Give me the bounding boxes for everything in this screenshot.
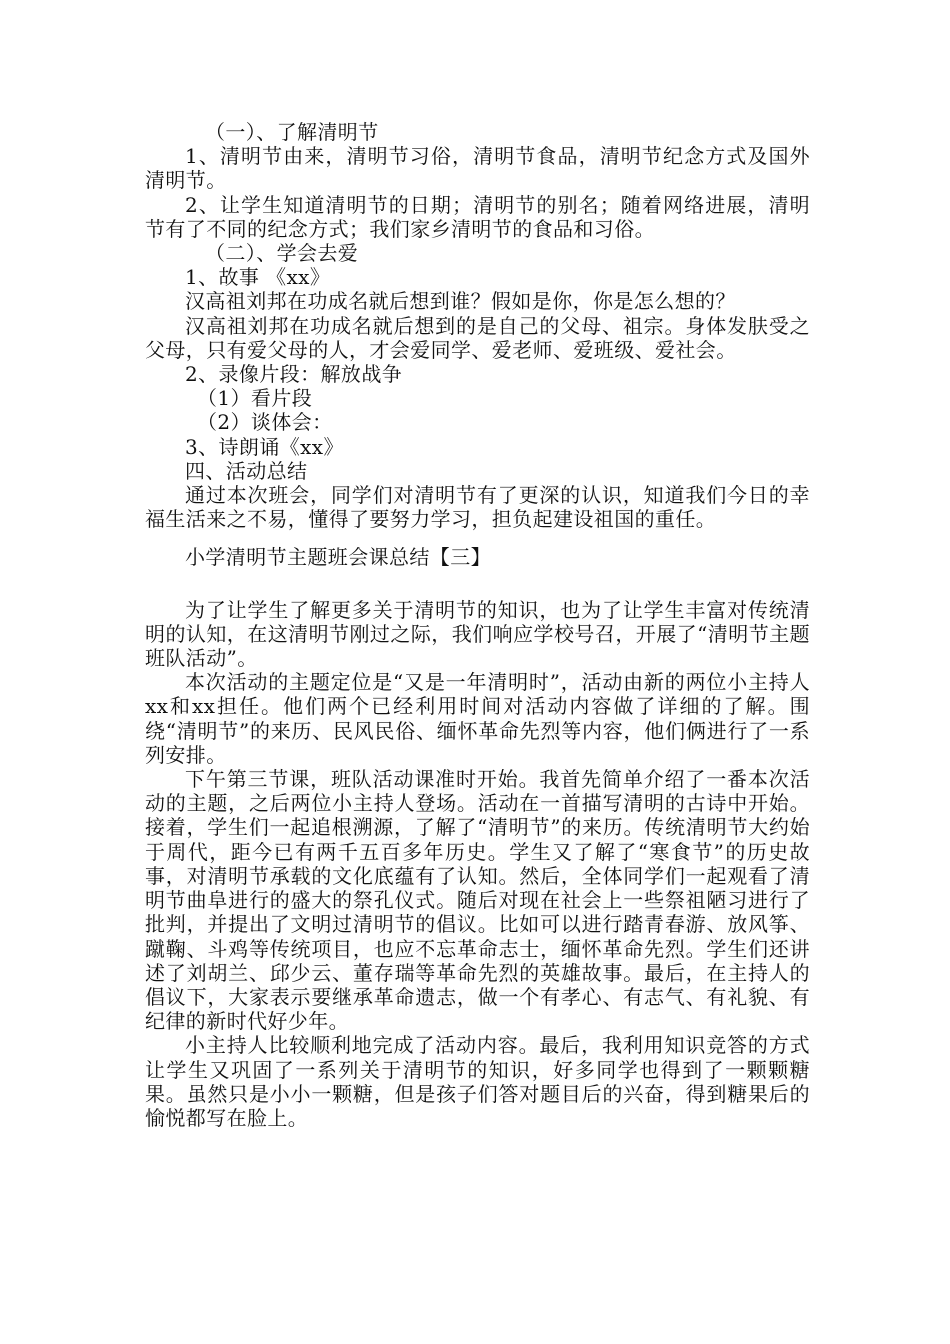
- paragraph-question: 汉高祖刘邦在功成名就后想到谁？假如是你，你是怎么想的？: [185, 289, 736, 314]
- section-heading-summary: 四、活动总结: [185, 458, 308, 483]
- section-heading-learn-to-love: （二）、学会去爱: [205, 241, 359, 266]
- section-heading-understand-qingming: （一）、了解清明节: [205, 120, 379, 144]
- paragraph-answer: 汉高祖刘邦在功成名就后想到的是自己的父母、祖宗。身体发肤受之父母，只有爱父母的人，才会爱同学、爱老师、爱班级、爱社会。: [145, 313, 810, 362]
- paragraph-conclusion: 小主持人比较顺利地完成了活动内容。最后，我利用知识竞答的方式让学生又巩固了一系列关于清明节的知识，好多同学也得到了一颗颗糖果。虽然只是小小一颗糖，但是孩子们答对题目后的兴奋，得到糖果后的愉悦都写在脸上。: [145, 1033, 810, 1130]
- paragraph-item-2: 2、让学生知道清明节的日期；清明节的别名；随着网络进展，清明节有了不同的纪念方式；我们家乡清明节的食品和习俗。: [145, 192, 810, 241]
- paragraph-video: 2、录像片段：解放战争: [185, 362, 403, 387]
- paragraph-intro: 为了让学生了解更多关于清明节的知识，也为了让学生丰富对传统清明的认知，在这清明节刚过之际，我们响应学校号召，开展了“清明节主题班队活动”。: [145, 597, 810, 671]
- paragraph-activity: 下午第三节课，班队活动课准时开始。我首先简单介绍了一番本次活动的主题，之后两位小主持人登场。活动在一首描写清明的古诗中开始。接着，学生们一起追根溯源，了解了“清明节”的来历。传统清明节大约始于周代，距今已有两千五百多年历史。学生又了解了“寒食节”的历史故事，对清明节承载的文化底蕴有了认知。然后，全体同学们一起观看了清明节曲阜进行的盛大的祭孔仪式。随后对现在社会上一些祭祖陋习进行了批判，并提出了文明过清明节的倡议。比如可以进行踏青春游、放风筝、蹴鞠、斗鸡等传统项目，也应不忘革命志士，缅怀革命先烈。学生们还讲述了刘胡兰、邱少云、董存瑞等革命先烈的英雄故事。最后，在主持人的倡议下，大家表示要继承革命遗志，做一个有孝心、有志气、有礼貌、有纪律的新时代好少年。: [145, 767, 810, 1034]
- paragraph-discuss: （2）谈体会：: [197, 410, 333, 435]
- document-body: [145, 120, 810, 1130]
- paragraph-theme: 本次活动的主题定位是“又是一年清明时”，活动由新的两位小主持人xx和xx担任。他们两个已经利用时间对活动内容做了详细的了解。围绕“清明节”的来历、民风民俗、缅怀革命先烈等内容，他们俩进行了一系列安排。: [145, 670, 810, 767]
- paragraph-story: 1、故事 《xx》: [185, 265, 331, 290]
- paragraph-item-1: 1、清明节由来，清明节习俗，清明节食品，清明节纪念方式及国外清明节。: [145, 144, 810, 193]
- document-subtitle: 小学清明节主题班会课总结【三】: [185, 545, 491, 570]
- paragraph-poem: 3、诗朗诵《xx》: [185, 434, 344, 459]
- paragraph-watch-clip: （1）看片段: [197, 386, 313, 411]
- paragraph-summary: 通过本次班会，同学们对清明节有了更深的认识，知道我们今日的幸福生活来之不易，懂得了要努力学习，担负起建设祖国的重任。: [145, 483, 810, 532]
